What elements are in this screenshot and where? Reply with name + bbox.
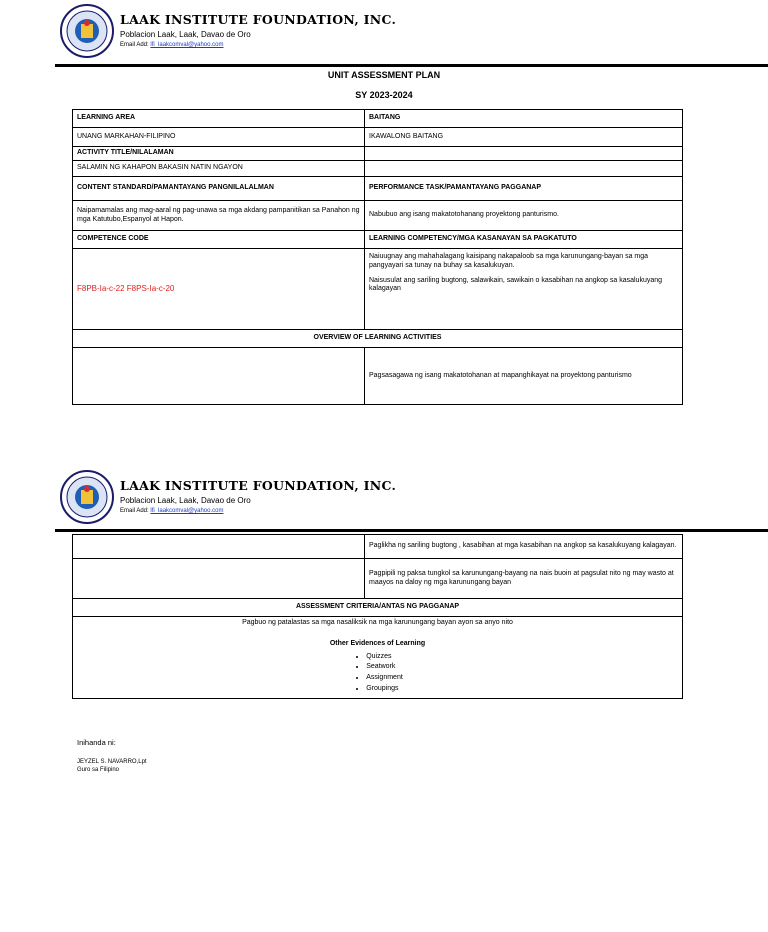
learning-competency-label: LEARNING COMPETENCY/MGA KASANAYAN SA PAGKATUTO — [365, 231, 683, 249]
organization-address: Poblacion Laak, Laak, Davao de Oro — [120, 30, 251, 39]
competence-code-label: COMPETENCE CODE — [73, 231, 365, 249]
activity-title-value: SALAMIN NG KAHAPON BAKASIN NATIN NGAYON — [73, 161, 365, 177]
letterhead — [60, 470, 397, 526]
unit-plan-table — [72, 109, 683, 405]
empty-cell — [365, 161, 683, 177]
unit-plan-table-continued — [72, 534, 683, 699]
organization-email — [120, 42, 223, 48]
assessment-cell — [73, 617, 683, 699]
evidence-title: Other Evidences of Learning — [329, 639, 426, 647]
empty-cell — [73, 348, 365, 405]
assessment-label: ASSESSMENT CRITERIA/ANTAS NG PAGGANAP — [73, 599, 683, 617]
performance-task-value: Nabubuo ang isang makatotohanang proyektong panturismo. — [365, 201, 683, 231]
prepared-by-label: Inihanda ni: — [77, 738, 116, 747]
performance-task-label: PERFORMANCE TASK/PAMANTAYANG PAGGANAP — [365, 177, 683, 201]
content-standard-value: Naipamamalas ang mag-aaral ng pag-unawa sa mga akdang pampanitikan sa Panahon ng mga Katutubo,Espanyol at Hapon. — [73, 201, 365, 231]
signatory — [77, 758, 147, 775]
baitang-value: IKAWALONG BAITANG — [365, 128, 683, 147]
learning-area-value: UNANG MARKAHAN-FILIPINO — [73, 128, 365, 147]
empty-cell — [365, 147, 683, 161]
competency-2: Naisusulat ang sariling bugtong, salawikain, sawikain o kasabihan na angkop sa kasalukuyang kalagayan — [369, 276, 663, 293]
evidence-item: • Quizzes — [366, 653, 403, 662]
email-link[interactable]: lfi_laakcomval@yahoo.com — [150, 508, 224, 514]
activity-title-label: ACTIVITY TITLE/NILALAMAN — [73, 147, 365, 161]
signatory-position: Guro sa Filipino — [77, 767, 120, 774]
assessment-value: Pagbuo ng patalastas sa mga nasaliksik na mga karunungang bayan ayon sa anyo nito — [242, 619, 513, 626]
school-seal-icon — [60, 4, 114, 58]
empty-cell — [73, 535, 365, 559]
evidence-item: • Assignment — [366, 674, 403, 683]
content-standard-label: CONTENT STANDARD/PAMANTAYANG PANGNILALALMAN — [73, 177, 365, 201]
organization-name: LAAK INSTITUTE FOUNDATION, INC. — [120, 478, 397, 493]
activity-3: Pagpipili ng paksa tungkol sa karunungang-bayang na nais buoin at pagsulat nito ng may wasto at maayos na daloy ng mga karunungang bayan — [365, 559, 683, 599]
competency-cell — [365, 249, 683, 330]
email-link[interactable]: lfi_laakcomval@yahoo.com — [150, 42, 224, 48]
evidence-item: • Seatwork — [366, 663, 403, 672]
evidence-item: • Groupings — [366, 685, 403, 694]
letterhead — [60, 4, 397, 60]
organization-email — [120, 508, 223, 514]
signatory-name: JEYZEL S. NAVARRO,Lpt — [77, 759, 147, 765]
header-rule — [55, 64, 768, 67]
empty-cell — [73, 559, 365, 599]
document-title: UNIT ASSESSMENT PLAN — [327, 70, 441, 80]
activity-2: Paglikha ng sariling bugtong , kasabihan at mga kasabihan na angkop sa kasalukuyang kalagayan. — [365, 535, 683, 559]
activity-1: Pagsasagawa ng isang makatotohanan at mapanghikayat na proyektong panturismo — [365, 348, 683, 405]
competence-code-value: F8PB-Ia-c-22 F8PS-Ia-c-20 — [77, 283, 175, 293]
evidence-section — [77, 628, 678, 696]
organization-name: LAAK INSTITUTE FOUNDATION, INC. — [120, 12, 397, 27]
organization-address: Poblacion Laak, Laak, Davao de Oro — [120, 496, 251, 505]
competency-1: Naiuugnay ang mahahalagang kaisipang nakapaloob sa mga karunungang-bayan sa mga pangyayari sa tunay na buhay sa kasalukuyan. — [369, 253, 649, 269]
evidence-list — [352, 651, 403, 696]
school-year: SY 2023-2024 — [355, 90, 413, 100]
competence-code-cell — [73, 249, 365, 330]
header-rule — [55, 529, 768, 532]
overview-label: OVERVIEW OF LEARNING ACTIVITIES — [73, 330, 683, 348]
learning-area-label: LEARNING AREA — [73, 110, 365, 128]
email-label: Email Add: — [120, 42, 149, 48]
school-seal-icon — [60, 470, 114, 524]
email-label: Email Add: — [120, 508, 149, 514]
baitang-label: BAITANG — [365, 110, 683, 128]
